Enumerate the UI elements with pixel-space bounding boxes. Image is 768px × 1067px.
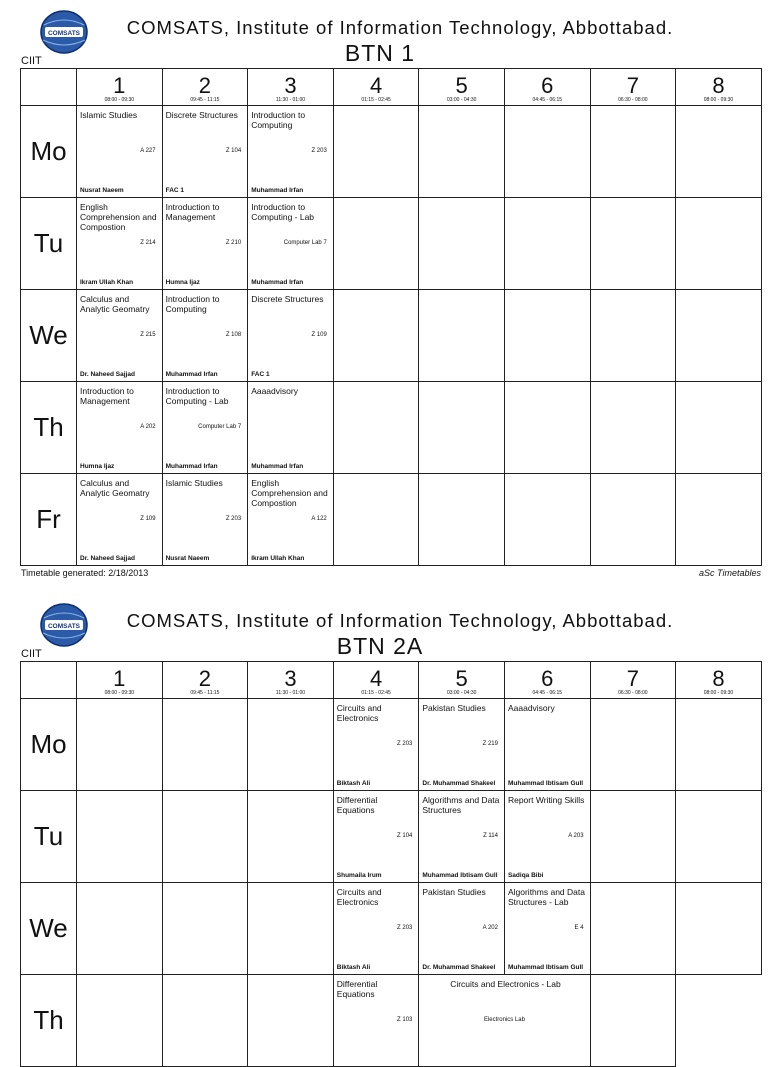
period-header (77, 69, 163, 106)
day-label: Th (21, 382, 77, 474)
period-header (504, 69, 590, 106)
period-number: 5 (455, 666, 468, 691)
empty-slot (162, 791, 248, 883)
subject-name: Differential Equations (336, 795, 378, 815)
room-number: A 202 (140, 424, 156, 430)
day-label: Tu (21, 198, 77, 290)
day-row (21, 382, 762, 474)
empty-slot (590, 382, 676, 474)
empty-slot (676, 198, 762, 290)
logo-lettering: COMSATS (47, 30, 81, 37)
period-time: 03:00 - 04:30 (446, 97, 477, 103)
empty-slot (504, 290, 590, 382)
day-row (21, 290, 762, 382)
empty-slot (676, 382, 762, 474)
corner-cell (21, 69, 77, 106)
period-number: 2 (198, 666, 212, 691)
subject-name: Introduction to Computing (251, 110, 306, 130)
period-number: 7 (626, 666, 639, 691)
day-label: Tu (21, 791, 77, 883)
day-label: Mo (21, 106, 77, 198)
room-number: Z 210 (225, 240, 242, 246)
period-number: 4 (369, 666, 383, 691)
period-header-row (21, 662, 762, 699)
period-header (333, 69, 419, 106)
room-number: Computer Lab 7 (283, 240, 327, 246)
empty-slot (333, 198, 419, 290)
subject-name: Calculus and Analytic Geomatry (80, 478, 150, 498)
day-label: Mo (21, 699, 77, 791)
subject-name: Discrete Structures (251, 294, 324, 304)
teacher-name: Ikram Ullah Khan (80, 279, 134, 286)
period-number: 3 (284, 73, 297, 98)
day-row (21, 883, 762, 975)
room-number: A 203 (568, 833, 584, 839)
day-row (21, 198, 762, 290)
teacher-name: FAC 1 (251, 371, 270, 378)
timetable-grid (20, 68, 762, 566)
teacher-name: Muhammad Irfan (165, 463, 218, 470)
class-slot (504, 791, 590, 883)
period-number: 4 (369, 73, 383, 98)
day-label: We (21, 290, 77, 382)
class-slot (77, 290, 163, 382)
empty-slot (590, 699, 676, 791)
teacher-name: Ikram Ullah Khan (251, 555, 305, 562)
subject-name: Differential Equations (336, 979, 378, 999)
period-number: 8 (712, 73, 725, 98)
subject-name: Circuits and Electronics (336, 887, 382, 907)
teacher-name: FAC 1 (165, 187, 185, 194)
day-label: We (21, 883, 77, 975)
period-number: 6 (541, 73, 554, 98)
class-slot (248, 474, 334, 566)
period-time: 06:30 - 08:00 (618, 690, 648, 696)
empty-slot (77, 791, 163, 883)
generated-date: Timetable generated: 2/18/2013 (21, 568, 149, 578)
subject-name: Circuits and Electronics (336, 703, 382, 723)
class-slot (162, 382, 248, 474)
room-number: Z 109 (140, 516, 156, 522)
empty-slot (333, 290, 419, 382)
empty-slot (590, 791, 676, 883)
group-title: BTN 1 (344, 40, 416, 66)
period-time: 08:00 - 09:30 (104, 690, 135, 696)
empty-slot (419, 382, 505, 474)
teacher-name: Muhammad Irfan (251, 279, 304, 286)
teacher-name: Dr. Muhammad Shakeel (422, 964, 496, 971)
room-number: Z 203 (311, 148, 327, 154)
period-number: 5 (455, 73, 468, 98)
asc-credit: aSc Timetables (699, 568, 761, 578)
teacher-name: Nusrat Naeem (165, 555, 210, 562)
class-slot (162, 290, 248, 382)
period-header (676, 69, 762, 106)
room-number: Z 203 (397, 925, 413, 931)
period-header (333, 662, 419, 699)
ciit-label: CIIT (21, 648, 42, 660)
empty-slot (248, 791, 334, 883)
teacher-name: Shumaila Irum (336, 872, 382, 879)
comsats-logo-icon (40, 10, 88, 54)
room-number: Z 114 (483, 833, 498, 839)
subject-name: Algorithms and Data Structures (422, 795, 500, 815)
period-time: 01:15 - 02:45 (361, 97, 391, 103)
institute-title: COMSATS, Institute of Information Technology, Abbottabad. (126, 610, 674, 631)
teacher-name: Dr. Naheed Sajjad (80, 555, 135, 562)
period-time: 06:30 - 08:00 (618, 97, 648, 103)
class-slot (419, 883, 505, 975)
period-time: 08:00 - 09:30 (703, 97, 734, 103)
room-number: Z 104 (397, 833, 413, 839)
class-slot (504, 699, 590, 791)
period-time: 09:45 - 11:15 (190, 690, 220, 696)
subject-name: Algorithms and Data Structures - Lab (507, 887, 585, 907)
teacher-name: Muhammad Irfan (251, 463, 304, 470)
period-header (590, 69, 676, 106)
empty-slot (504, 106, 590, 198)
class-slot (248, 198, 334, 290)
room-number: Z 108 (225, 332, 242, 338)
timetable-grid (20, 661, 762, 1067)
teacher-name: Muhammad Irfan (165, 371, 218, 378)
comsats-logo-icon (40, 603, 88, 647)
period-header (504, 662, 590, 699)
period-header (590, 662, 676, 699)
class-slot (419, 791, 505, 883)
day-row (21, 791, 762, 883)
institute-title: COMSATS, Institute of Information Technology, Abbottabad. (126, 17, 674, 38)
empty-slot (77, 699, 163, 791)
empty-slot (676, 474, 762, 566)
class-slot (333, 791, 419, 883)
class-slot (77, 382, 163, 474)
period-number: 2 (198, 73, 212, 98)
period-number: 8 (712, 666, 725, 691)
class-slot (248, 106, 334, 198)
day-row (21, 474, 762, 566)
empty-slot (676, 699, 762, 791)
teacher-name: Muhammad Ibtisam Gull (422, 872, 498, 879)
period-time: 08:00 - 09:30 (703, 690, 734, 696)
room-number: Z 219 (482, 741, 498, 747)
subject-name: Introduction to Computing - Lab (165, 386, 229, 406)
class-slot (248, 382, 334, 474)
empty-slot (590, 474, 676, 566)
subject-name: Introduction to Computing - Lab (251, 202, 315, 222)
day-label: Th (21, 975, 77, 1067)
logo-lettering: COMSATS (47, 623, 81, 630)
subject-name: English Comprehension and Compostion (80, 202, 157, 232)
period-header (248, 69, 334, 106)
period-time: 11:30 - 01:00 (275, 690, 306, 696)
empty-slot (333, 474, 419, 566)
class-slot (162, 106, 248, 198)
empty-slot (419, 106, 505, 198)
subject-name: Islamic Studies (80, 110, 138, 120)
room-number: Z 109 (311, 332, 327, 338)
empty-slot (590, 198, 676, 290)
empty-slot (590, 975, 676, 1067)
period-number: 6 (541, 666, 554, 691)
teacher-name: Nusrat Naeem (80, 187, 124, 194)
class-slot (248, 290, 334, 382)
empty-slot (419, 474, 505, 566)
period-time: 01:15 - 02:45 (361, 690, 391, 696)
empty-slot (77, 975, 163, 1067)
class-slot (77, 106, 163, 198)
empty-slot (590, 883, 676, 975)
room-number: Z 103 (397, 1017, 413, 1023)
period-number: 1 (113, 666, 126, 691)
empty-slot (676, 883, 762, 975)
empty-slot (676, 791, 762, 883)
ciit-label: CIIT (21, 55, 42, 67)
period-header (77, 662, 163, 699)
room-number: A 202 (482, 925, 498, 931)
teacher-name: Sadiqa Bibi (507, 872, 544, 879)
empty-slot (676, 290, 762, 382)
subject-name: Aaaadvisory (251, 386, 298, 396)
teacher-name: Muhammad Ibtisam Gull (507, 964, 584, 971)
period-header (162, 69, 248, 106)
empty-slot (77, 883, 163, 975)
subject-name: Aaaadvisory (507, 703, 555, 713)
period-time: 04:45 - 06:15 (532, 97, 562, 103)
class-slot (162, 198, 248, 290)
empty-slot (504, 474, 590, 566)
corner-cell (21, 662, 77, 699)
empty-slot (676, 106, 762, 198)
period-time: 04:45 - 06:15 (532, 690, 562, 696)
class-slot (77, 474, 163, 566)
empty-slot (504, 382, 590, 474)
period-time: 08:00 - 09:30 (104, 97, 135, 103)
empty-slot (590, 106, 676, 198)
class-slot (419, 975, 590, 1067)
period-header (419, 69, 505, 106)
room-number: Z 214 (140, 240, 156, 246)
room-number: Electronics Lab (483, 1017, 525, 1023)
subject-name: Report Writing Skills (507, 795, 585, 805)
class-slot (333, 699, 419, 791)
teacher-name: Humna Ijaz (165, 279, 200, 286)
empty-slot (162, 883, 248, 975)
empty-slot (162, 975, 248, 1067)
group-title: BTN 2A (336, 633, 424, 659)
period-number: 3 (284, 666, 297, 691)
subject-name: English Comprehension and Compostion (251, 478, 328, 508)
period-time: 09:45 - 11:15 (190, 97, 220, 103)
period-header-row (21, 69, 762, 106)
room-number: Computer Lab 7 (198, 424, 242, 430)
empty-slot (333, 382, 419, 474)
subject-name: Pakistan Studies (422, 703, 486, 713)
room-number: Z 215 (140, 332, 156, 338)
empty-slot (162, 699, 248, 791)
day-row (21, 975, 762, 1067)
room-number: Z 104 (225, 148, 242, 154)
teacher-name: Muhammad Irfan (251, 187, 304, 194)
empty-slot (248, 699, 334, 791)
subject-name: Pakistan Studies (422, 887, 486, 897)
teacher-name: Muhammad Ibtisam Gull (507, 780, 584, 787)
class-slot (333, 975, 419, 1067)
empty-slot (504, 198, 590, 290)
subject-name: Introduction to Management (80, 386, 134, 406)
class-slot (419, 699, 505, 791)
teacher-name: Dr. Naheed Sajjad (80, 371, 135, 378)
teacher-name: Dr. Muhammad Shakeel (422, 780, 496, 787)
subject-name: Introduction to Management (165, 202, 220, 222)
period-time: 11:30 - 01:00 (275, 97, 306, 103)
empty-slot (419, 198, 505, 290)
period-number: 1 (113, 73, 126, 98)
period-time: 03:00 - 04:30 (446, 690, 477, 696)
empty-slot (248, 975, 334, 1067)
period-header (419, 662, 505, 699)
room-number: Z 203 (225, 516, 242, 522)
class-slot (333, 883, 419, 975)
empty-slot (333, 106, 419, 198)
teacher-name: Biktash Ali (336, 780, 371, 787)
room-number: A 122 (311, 516, 327, 522)
teacher-name: Biktash Ali (336, 964, 371, 971)
class-slot (162, 474, 248, 566)
subject-name: Introduction to Computing (165, 294, 220, 314)
day-row (21, 699, 762, 791)
subject-name: Islamic Studies (165, 478, 223, 488)
period-header (248, 662, 334, 699)
period-number: 7 (626, 73, 639, 98)
room-number: Z 203 (397, 741, 413, 747)
subject-name: Circuits and Electronics - Lab (450, 979, 561, 989)
class-slot (504, 883, 590, 975)
period-header (162, 662, 248, 699)
empty-slot (590, 290, 676, 382)
day-label: Fr (21, 474, 77, 566)
room-number: A 227 (140, 148, 156, 154)
room-number: E 4 (574, 925, 584, 931)
teacher-name: Humna Ijaz (80, 463, 115, 470)
period-header (676, 662, 762, 699)
class-slot (77, 198, 163, 290)
subject-name: Calculus and Analytic Geomatry (80, 294, 150, 314)
day-row (21, 106, 762, 198)
empty-slot (419, 290, 505, 382)
empty-slot (248, 883, 334, 975)
subject-name: Discrete Structures (165, 110, 238, 120)
